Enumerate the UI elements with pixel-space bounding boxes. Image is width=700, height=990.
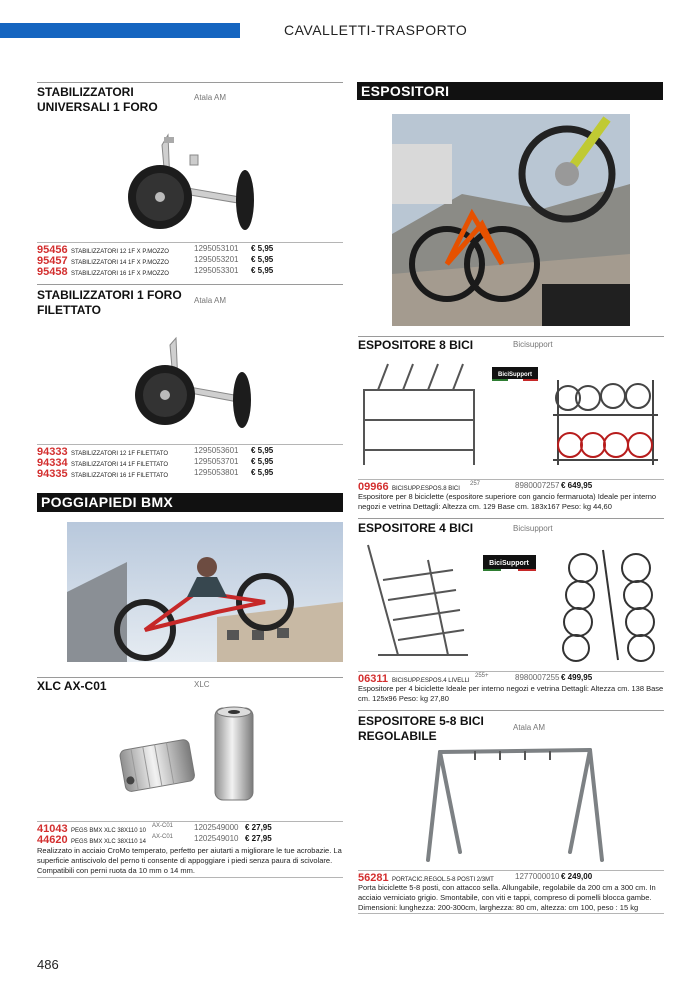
sku-price: € 5,95 bbox=[251, 457, 274, 466]
bicisupport-logo: BiciSupport bbox=[498, 372, 532, 378]
sku-article: 1295053701 bbox=[194, 457, 239, 466]
sku-price: € 5,95 bbox=[251, 244, 274, 253]
stabilizer-wheel-image bbox=[110, 125, 280, 235]
sku-desc: STABILIZZATORI 12 1F FILETTATO bbox=[71, 451, 169, 457]
sku-desc: STABILIZZATORI 14 1F FILETTATO bbox=[71, 462, 169, 468]
sku-article: 1295053601 bbox=[194, 446, 239, 455]
divider bbox=[37, 444, 343, 445]
product-title-line1: STABILIZZATORI bbox=[37, 85, 134, 99]
sku-row bbox=[37, 446, 343, 457]
header-accent-bar bbox=[0, 23, 240, 38]
product-title: XLC AX-C01 bbox=[37, 679, 107, 693]
sku-desc: PEGS BMX XLC 38X110 10 bbox=[71, 828, 146, 834]
sku-article: 1295053301 bbox=[194, 266, 239, 275]
sku-model: AX-C01 bbox=[152, 823, 174, 829]
sku-article: 1295053201 bbox=[194, 255, 239, 264]
brand-label: Atala AM bbox=[194, 93, 227, 102]
sku-code: 94335 bbox=[37, 468, 68, 480]
sku-row bbox=[37, 457, 343, 468]
divider bbox=[358, 913, 664, 914]
sku-code: 41043 bbox=[37, 823, 68, 835]
sku-article: 1295053101 bbox=[194, 244, 239, 253]
sku-price: € 5,95 bbox=[251, 468, 274, 477]
sku-price: € 5,95 bbox=[251, 255, 274, 264]
espositori-hero-photo bbox=[392, 114, 630, 326]
divider bbox=[358, 479, 664, 480]
sku-desc: STABILIZZATORI 16 1F FILETTATO bbox=[71, 473, 169, 479]
sku-model: 257 bbox=[470, 481, 481, 487]
sku-price: € 499,95 bbox=[561, 673, 593, 682]
product-title-line1: ESPOSITORE 5-8 BICI bbox=[358, 714, 484, 728]
product-header-esp8 bbox=[358, 336, 664, 352]
bmx-rider-photo bbox=[67, 522, 343, 662]
stabilizer-threaded-image bbox=[120, 330, 280, 435]
brand-label: XLC bbox=[194, 680, 210, 689]
divider bbox=[37, 877, 343, 878]
brand-label: Atala AM bbox=[194, 296, 227, 305]
sku-price: € 5,95 bbox=[251, 446, 274, 455]
product-title-line2: REGOLABILE bbox=[358, 729, 437, 743]
sku-article: 1277000010 bbox=[515, 872, 560, 881]
sku-row bbox=[37, 834, 343, 845]
sku-row bbox=[358, 673, 664, 684]
product-header-stab-universali bbox=[37, 82, 343, 112]
product-description: Porta biciclette 5-8 posti, con attacco sella. Allungabile, regolabile da 200 cm a 300 cm. In acciaio verniciato grigio. Smontabile, con viti e tappi, compreso di pomelli blocca gambe. Dimensioni: lunghezza: 200-300cm, larghezza: 80 cm, altezza: cm 100, peso : 15 kg bbox=[358, 883, 656, 912]
bmx-pegs-image bbox=[115, 700, 275, 815]
sku-model: AX-C01 bbox=[152, 834, 174, 840]
sku-desc: STABILIZZATORI 12 1F X P.MOZZO bbox=[71, 249, 169, 255]
sku-desc: STABILIZZATORI 14 1F X P.MOZZO bbox=[71, 260, 169, 266]
sku-model: 255+ bbox=[475, 673, 489, 679]
sku-article: 1202549010 bbox=[194, 834, 239, 843]
sku-price: € 5,95 bbox=[251, 266, 274, 275]
sku-desc: PEGS BMX XLC 38X110 14 bbox=[71, 839, 146, 845]
sku-article: 1295053801 bbox=[194, 468, 239, 477]
sku-code: 09966 bbox=[358, 481, 389, 493]
esp58-product-image bbox=[420, 742, 610, 864]
section-banner-poggiapiedi: POGGIAPIEDI BMX bbox=[37, 493, 343, 512]
sku-code: 94334 bbox=[37, 457, 68, 469]
brand-label: Atala AM bbox=[513, 723, 546, 732]
product-title: ESPOSITORE 8 BICI bbox=[358, 338, 474, 352]
section-banner-espositori: ESPOSITORI bbox=[357, 82, 663, 100]
sku-desc: BICISUPP.ESPOS.8 BICI bbox=[392, 486, 460, 492]
sku-price: € 27,95 bbox=[245, 823, 272, 832]
sku-row bbox=[37, 255, 343, 266]
divider bbox=[37, 242, 343, 243]
product-title-line2: UNIVERSALI 1 FORO bbox=[37, 100, 158, 114]
brand-label: Bicisupport bbox=[513, 340, 553, 349]
sku-code: 44620 bbox=[37, 834, 68, 846]
sku-row bbox=[37, 266, 343, 277]
sku-code: 06311 bbox=[358, 673, 388, 685]
sku-row bbox=[37, 244, 343, 255]
sku-code: 56281 bbox=[358, 872, 389, 884]
divider bbox=[358, 870, 664, 871]
brand-label: Bicisupport bbox=[513, 524, 553, 533]
sku-article: 1202549000 bbox=[194, 823, 239, 832]
product-description: Espositore per 4 biciclette Ideale per interno negozi e vetrina Dettagli: Altezza cm. 138 Base cm. 125x96 Peso: kg 27,80 bbox=[358, 684, 664, 703]
sku-article: 8980007257 bbox=[515, 481, 560, 490]
divider bbox=[37, 821, 343, 822]
product-description: Espositore per 8 biciclette (espositore superiore con gancio fermaruota) Ideale per interno negozi e vetrina Dettagli: Altezza cm. 129 Base cm. 183x167 Peso: kg 44,60 bbox=[358, 492, 657, 511]
product-header-xlc bbox=[37, 677, 343, 693]
sku-desc: STABILIZZATORI 16 1F X P.MOZZO bbox=[71, 271, 169, 277]
esp8-product-image bbox=[358, 360, 664, 472]
sku-desc: PORTACIC.REGOL.5-8 POSTI 2/3MT bbox=[392, 877, 494, 883]
sku-row bbox=[37, 823, 343, 834]
bicisupport-logo: BiciSupport bbox=[489, 560, 529, 567]
product-header-esp58 bbox=[358, 710, 664, 742]
sku-row bbox=[37, 468, 343, 479]
page-category-title: CAVALLETTI-TRASPORTO bbox=[284, 22, 468, 38]
sku-row bbox=[358, 872, 664, 883]
product-header-stab-filettato bbox=[37, 284, 343, 318]
sku-code: 95456 bbox=[37, 244, 68, 256]
sku-code: 95458 bbox=[37, 266, 68, 278]
product-header-esp4 bbox=[358, 518, 664, 534]
product-title: ESPOSITORE 4 BICI bbox=[358, 521, 474, 535]
product-title-line2: FILETTATO bbox=[37, 303, 101, 317]
sku-price: € 649,95 bbox=[561, 481, 593, 490]
product-title-line1: STABILIZZATORI 1 FORO bbox=[37, 288, 182, 302]
sku-article: 8980007255 bbox=[515, 673, 560, 682]
sku-desc: BICISUPP.ESPOS.4 LIVELLI bbox=[392, 678, 470, 684]
page-number: 486 bbox=[37, 957, 59, 972]
divider bbox=[358, 671, 664, 672]
sku-row bbox=[358, 481, 664, 492]
sku-price: € 27,95 bbox=[245, 834, 272, 843]
esp4-product-image bbox=[358, 540, 664, 665]
sku-code: 94333 bbox=[37, 446, 68, 458]
sku-price: € 249,00 bbox=[561, 872, 593, 881]
product-description: Realizzato in acciaio CroMo temperato, perfetto per aiutarti a migliorare le tue acrobazie. La superficie antiscivolo del perno ti consente di appoggiare i piedi senza paura di scivolare. Compatibili con perni ruota da 10 mm o 14 mm. bbox=[37, 846, 342, 875]
sku-code: 95457 bbox=[37, 255, 68, 267]
